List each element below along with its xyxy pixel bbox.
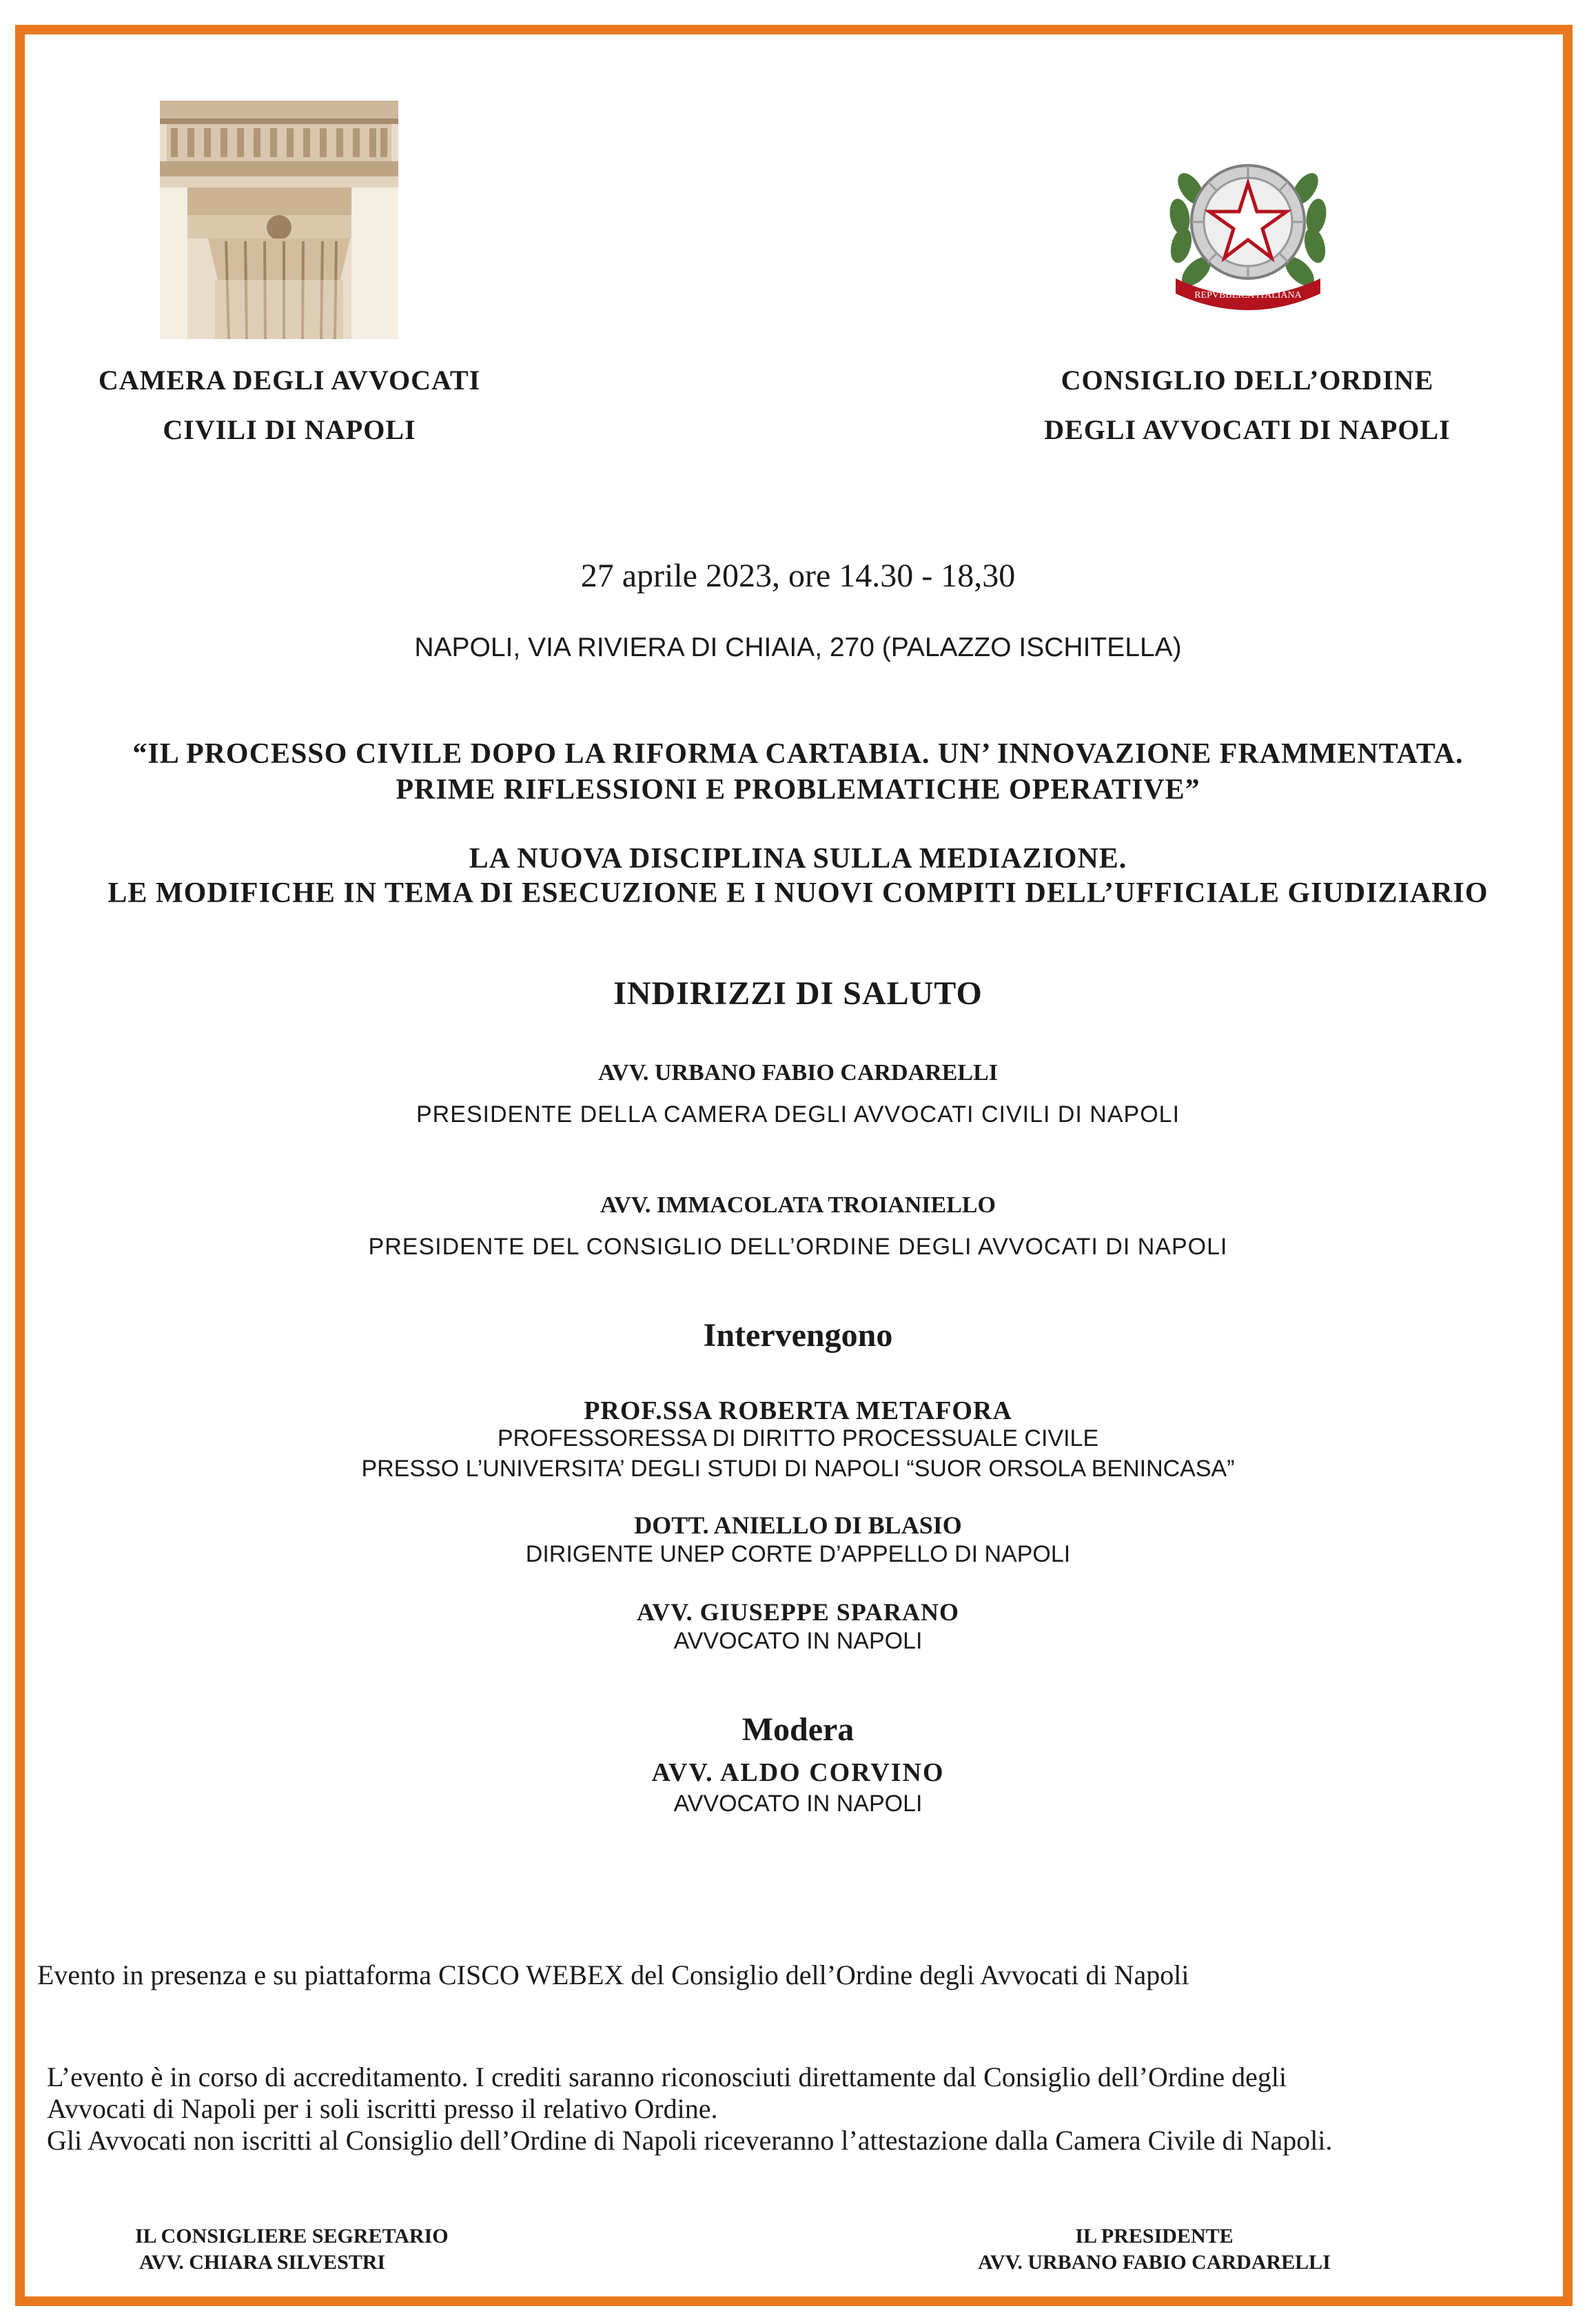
event-title-line1: “IL PROCESSO CIVILE DOPO LA RIFORMA CARTABIA. UN’ INNOVAZIONE FRAMMENTATA. [132, 738, 1464, 770]
speaker-role: PRESSO L’UNIVERSITA’ DEGLI STUDI DI NAPOLI “SUOR ORSOLA BENINCASA” [361, 1456, 1235, 1482]
accreditation-line1: L’evento è in corso di accreditamento. I crediti saranno riconosciuti direttamente dal Consiglio dell’Ordine degli [47, 2061, 1287, 2092]
column-capital-logo [160, 101, 398, 339]
speaker-role: PROFESSORESSA DI DIRITTO PROCESSUALE CIVILE [497, 1425, 1099, 1451]
event-subtitle-line2: LE MODIFICHE IN TEMA DI ESECUZIONE E I NUOVI COMPITI DELL’UFFICIALE GIUDIZIARIO [108, 877, 1488, 909]
signature-right-name: AVV. URBANO FABIO CARDARELLI [978, 2251, 1331, 2274]
right-org-line2: DEGLI AVVOCATI DI NAPOLI [1044, 414, 1451, 445]
speaker-name: AVV. GIUSEPPE SPARANO [636, 1598, 960, 1626]
signature-left-name: AVV. CHIARA SILVESTRI [139, 2251, 386, 2274]
speaker-name: PROF.SSA ROBERTA METAFORA [584, 1396, 1012, 1425]
moderator-role: AVVOCATO IN NAPOLI [673, 1791, 923, 1817]
speaker-role: AVVOCATO IN NAPOLI [673, 1628, 923, 1654]
moderator-heading: Modera [741, 1711, 855, 1748]
left-org-line1: CAMERA DEGLI AVVOCATI [98, 365, 481, 396]
left-org-line2: CIVILI DI NAPOLI [163, 414, 416, 445]
greeting-speaker-role: PRESIDENTE DEL CONSIGLIO DELL’ORDINE DEGLI AVVOCATI DI NAPOLI [368, 1234, 1228, 1260]
event-title-line2: PRIME RIFLESSIONI E PROBLEMATICHE OPERATIVE” [396, 774, 1200, 806]
event-subtitle-line1: LA NUOVA DISCIPLINA SULLA MEDIAZIONE. [469, 843, 1127, 875]
accreditation-line2: Avvocati di Napoli per i soli iscritti presso il relativo Ordine. [47, 2093, 718, 2124]
speakers-heading: Intervengono [703, 1317, 893, 1354]
signature-left-title: IL CONSIGLIERE SEGRETARIO [135, 2225, 449, 2247]
signature-right-title: IL PRESIDENTE [1075, 2225, 1234, 2247]
italian-republic-emblem [1158, 141, 1338, 321]
emblem-ribbon-text: REPVBBLICA ITALIANA [1194, 290, 1302, 300]
greeting-speaker-role: PRESIDENTE DELLA CAMERA DEGLI AVVOCATI CIVILI DI NAPOLI [416, 1101, 1180, 1128]
greetings-heading: INDIRIZZI DI SALUTO [613, 975, 983, 1012]
accreditation-line3: Gli Avvocati non iscritti al Consiglio dell’Ordine di Napoli riceveranno l’attestazione dalla Camera Civile di Napoli. [47, 2125, 1333, 2156]
moderator-name: AVV. ALDO CORVINO [651, 1758, 945, 1787]
greeting-speaker-name: AVV. URBANO FABIO CARDARELLI [598, 1060, 998, 1085]
greeting-speaker-name: AVV. IMMACOLATA TROIANIELLO [600, 1192, 996, 1218]
speaker-name: DOTT. ANIELLO DI BLASIO [634, 1511, 962, 1539]
event-datetime: 27 aprile 2023, ore 14.30 - 18,30 [580, 558, 1016, 594]
speaker-role: DIRIGENTE UNEP CORTE D’APPELLO DI NAPOLI [525, 1541, 1071, 1567]
event-location: NAPOLI, VIA RIVIERA DI CHIAIA, 270 (PALAZZO ISCHITELLA) [414, 633, 1182, 662]
platform-note: Evento in presenza e su piattaforma CISCO WEBEX del Consiglio dell’Ordine degli Avvocati di Napoli [37, 1959, 1189, 1990]
right-org-line1: CONSIGLIO DELL’ORDINE [1061, 365, 1434, 396]
